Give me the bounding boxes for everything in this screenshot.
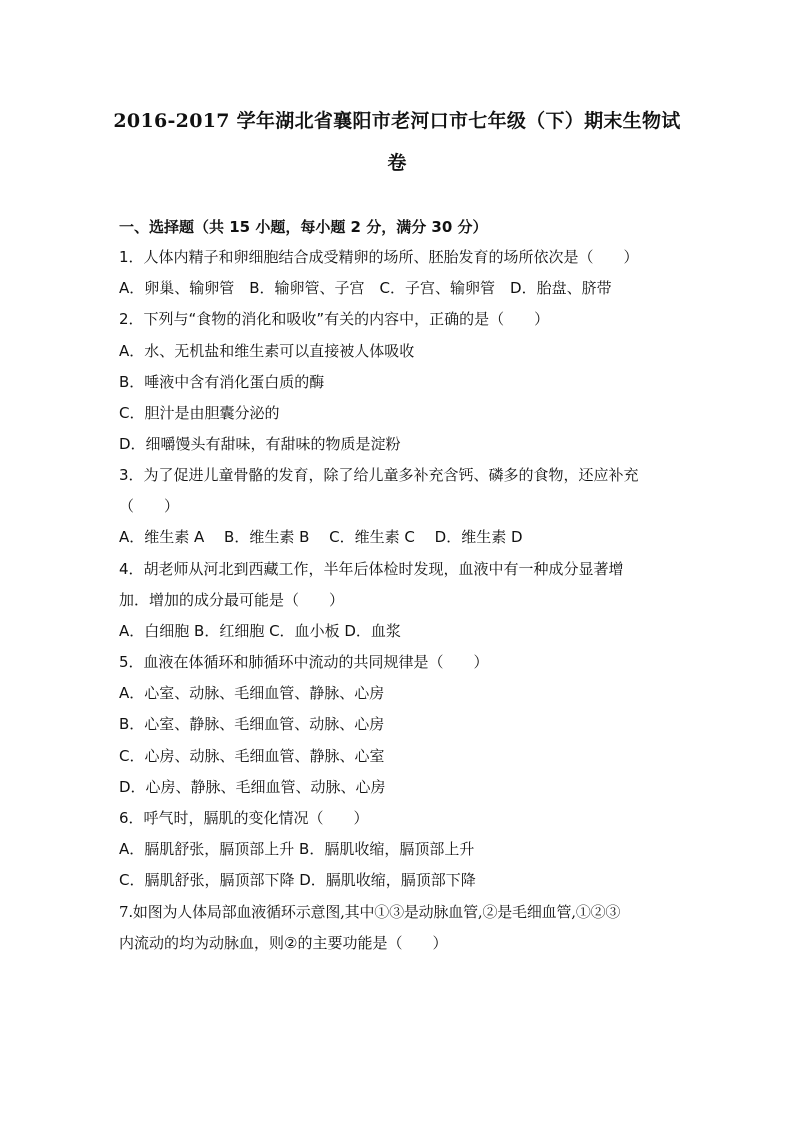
question-6-stem: 6．呼气时，膈肌的变化情况（ ）	[119, 809, 369, 827]
question-2-option-b: B．唾液中含有消化蛋白质的酶	[119, 373, 325, 391]
question-4-stem-line-1: 4．胡老师从河北到西藏工作，半年后体检时发现，血液中有一种成分显著增	[119, 560, 624, 578]
question-6-options-ab: A．膈肌舒张，膈顶部上升 B．膈肌收缩，膈顶部上升	[119, 840, 475, 858]
question-4-options: A．白细胞 B．红细胞 C．血小板 D．血浆	[119, 622, 401, 640]
question-1-options: A．卵巢、输卵管 B．输卵管、子宫 C．子宫、输卵管 D．胎盘、脐带	[119, 279, 612, 297]
section-heading: 一、选择题（共 15 小题，每小题 2 分，满分 30 分）	[119, 218, 488, 236]
question-1-stem: 1．人体内精子和卵细胞结合成受精卵的场所、胚胎发育的场所依次是（ ）	[119, 248, 639, 266]
question-6-options-cd: C．膈肌舒张，膈顶部下降 D．膈肌收缩，膈顶部下降	[119, 871, 476, 889]
question-5-option-b: B．心室、静脉、毛细血管、动脉、心房	[119, 715, 385, 733]
question-2-option-d: D．细嚼馒头有甜味，有甜味的物质是淀粉	[119, 435, 401, 453]
question-2-option-a: A．水、无机盐和维生素可以直接被人体吸收	[119, 342, 415, 360]
question-3-options: A．维生素 A B．维生素 B C．维生素 C D．维生素 D	[119, 528, 523, 546]
question-5-option-a: A．心室、动脉、毛细血管、静脉、心房	[119, 684, 385, 702]
document-title-line-1: 2016-2017 学年湖北省襄阳市老河口市七年级（下）期末生物试	[113, 110, 681, 132]
question-5-option-d: D．心房、静脉、毛细血管、动脉、心房	[119, 778, 386, 796]
question-3-stem-line-1: 3．为了促进儿童骨骼的发育，除了给儿童多补充含钙、磷多的食物，还应补充	[119, 466, 639, 484]
question-5-stem: 5．血液在体循环和肺循环中流动的共同规律是（ ）	[119, 653, 489, 671]
document-title-line-2: 卷	[387, 152, 407, 174]
question-2-option-c: C．胆汁是由胆囊分泌的	[119, 404, 280, 422]
question-5-option-c: C．心房、动脉、毛细血管、静脉、心室	[119, 747, 385, 765]
question-7-stem-line-2: 内流动的均为动脉血，则②的主要功能是（ ）	[119, 934, 448, 952]
question-7-stem-line-1: 7.如图为人体局部血液循环示意图,其中①③是动脉血管,②是毛细血管,①②③	[119, 903, 621, 921]
question-4-stem-line-2: 加．增加的成分最可能是（ ）	[119, 591, 345, 609]
question-3-stem-line-2: （ ）	[119, 497, 180, 515]
question-2-stem: 2．下列与“食物的消化和吸收”有关的内容中，正确的是（ ）	[119, 310, 550, 328]
